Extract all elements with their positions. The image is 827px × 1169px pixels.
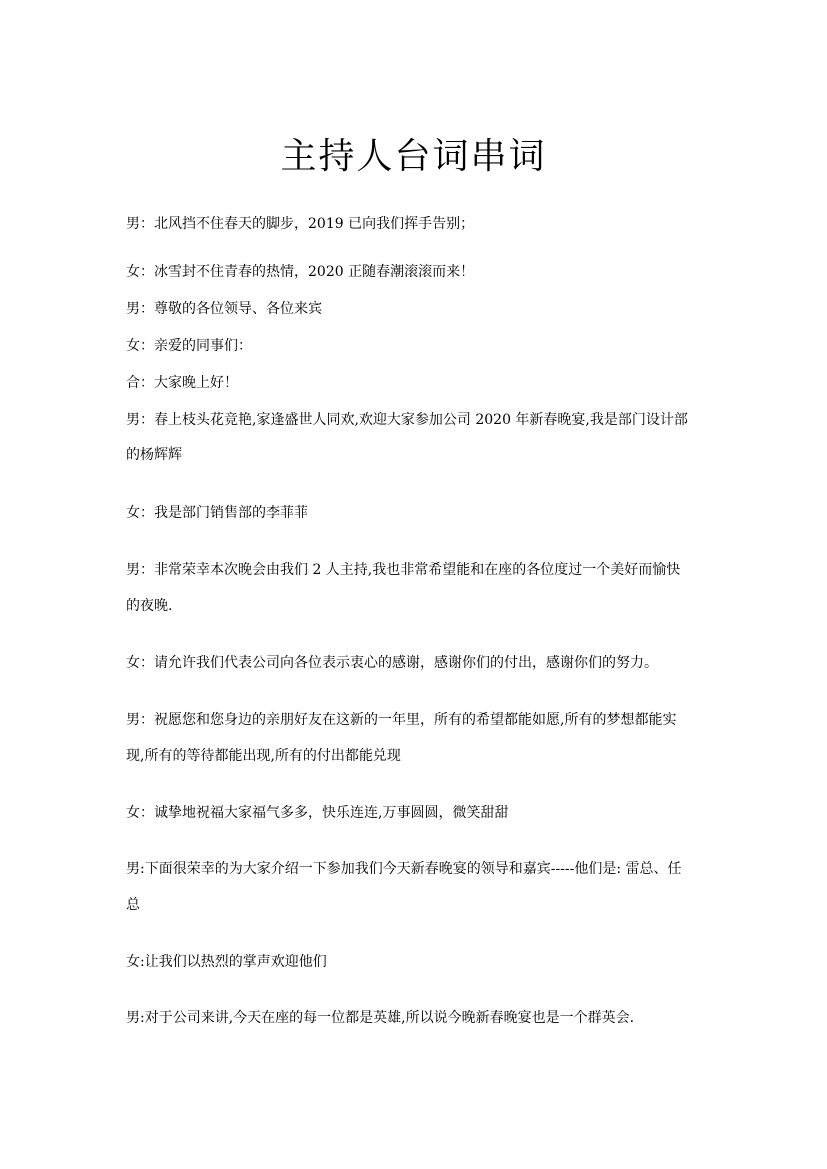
script-line: 女：冰雪封不住青春的热情，2020 正随春潮滚滚而来！ bbox=[126, 264, 475, 280]
script-line: 女:让我们以热烈的掌声欢迎他们 bbox=[126, 954, 327, 970]
script-line: 现,所有的等待都能出现,所有的付出都能兑现 bbox=[126, 748, 401, 764]
script-line: 的杨辉辉 bbox=[126, 447, 182, 463]
script-line: 的夜晚. bbox=[126, 598, 173, 614]
script-line: 总 bbox=[126, 897, 140, 913]
script-line: 男:下面很荣幸的为大家介绍一下参加我们今天新春晚宴的领导和嘉宾-----他们是: 雷总、任 bbox=[126, 861, 682, 877]
script-line: 女：我是部门销售部的李菲菲 bbox=[126, 505, 308, 521]
script-line: 男：春上枝头花竞艳,家逢盛世人同欢,欢迎大家参加公司 2020 年新春晚宴,我是部门设计部 bbox=[126, 412, 688, 428]
script-line: 男:对于公司来讲,今天在座的每一位都是英雄,所以说今晚新春晚宴也是一个群英会. bbox=[126, 1010, 635, 1026]
script-line: 男：尊敬的各位领导、各位来宾 bbox=[126, 301, 322, 317]
document-title: 主持人台词串词 bbox=[280, 136, 547, 177]
script-line: 女：请允许我们代表公司向各位表示衷心的感谢，感谢你们的付出，感谢你们的努力。 bbox=[126, 655, 658, 671]
script-line: 女：亲爱的同事们： bbox=[126, 338, 252, 354]
script-line: 合：大家晚上好！ bbox=[126, 375, 238, 391]
script-line: 女：诚挚地祝福大家福气多多，快乐连连,万事圆圆，微笑甜甜 bbox=[126, 805, 509, 821]
script-line: 男：祝愿您和您身边的亲朋好友在这新的一年里，所有的希望都能如愿,所有的梦想都能实 bbox=[126, 712, 677, 728]
script-line: 男：非常荣幸本次晚会由我们 2 人主持,我也非常希望能和在座的各位度过一个美好而愉快 bbox=[126, 562, 681, 578]
script-line: 男：北风挡不住春天的脚步，2019 已向我们挥手告别； bbox=[126, 216, 475, 232]
